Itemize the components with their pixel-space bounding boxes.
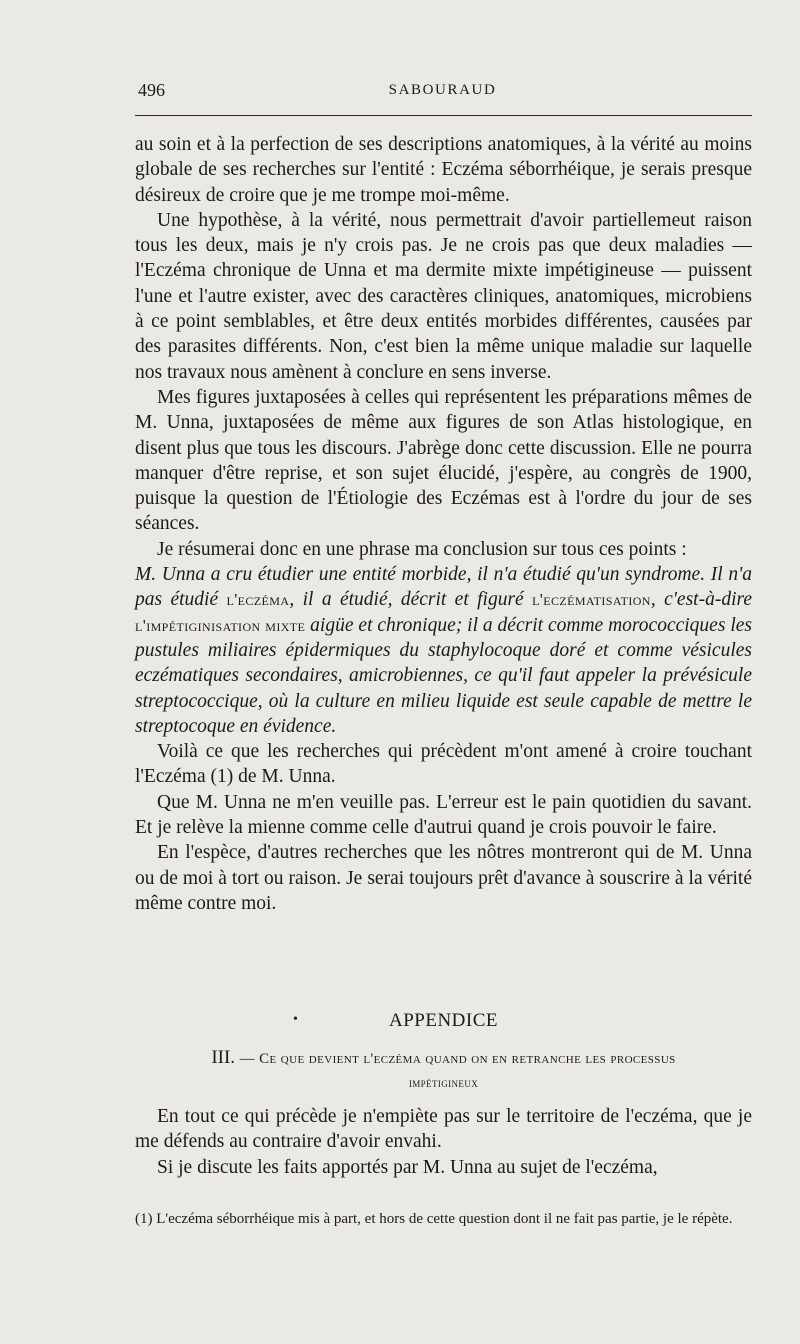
- paragraph-hypothesis: Une hypothèse, à la vérité, nous permettrait d'avoir partiellemeut raison tous les deux, mais je n'y crois pas. Je ne crois pas que deux maladies — l'Eczéma chronique de Unna et ma dermite mixte impétigineuse — puissent l'une et l'autre exister, avec des caractères cliniques, anatomiques, microbiens à ce point semblables, et être deux entités morbides différentes, causées par des parasites différents. Non, c'est bien la même unique maladie sur laquelle nos travaux nous amènent à conclure en sens inverse.: [135, 209, 752, 383]
- section-number: III.: [211, 1047, 236, 1068]
- small-caps-eczematisation: l'eczématisation: [532, 590, 651, 610]
- paragraph-summary-intro: Je résumerai donc en une phrase ma conclusion sur tous ces points :: [157, 538, 687, 560]
- paragraph-figures: Mes figures juxtaposées à celles qui représentent les préparations mêmes de M. Unna, juxtaposées de même aux figures de son Atlas histologique, en disent plus que tous les discours. J'abrège donc cette discussion. Elle ne pourra manquer d'être reprise, et son sujet élucidé, j'espère, au congrès de 1900, puisque la question de l'Étiologie des Eczémas est à l'ordre du jour de ses séances.: [135, 386, 752, 535]
- paragraph-continuation: au soin et à la perfection de ses descriptions anatomiques, à la vérité au moins globale de ses recherches sur l'entité : Eczéma séborrhéique, je serais presque désireux de croire que je me trompe moi-même.: [135, 134, 752, 206]
- bullet-mark: •: [293, 1012, 299, 1027]
- small-caps-eczema: l'eczéma: [226, 590, 290, 610]
- section-title-line1: — Ce que devient l'eczéma quand on en retranche les processus: [239, 1051, 676, 1067]
- appendix-text: [135, 1104, 752, 1180]
- running-head: SABOURAUD: [388, 82, 497, 98]
- main-text: [135, 132, 752, 916]
- appendix-paragraph-1: En tout ce qui précède je n'empiète pas sur le territoire de l'eczéma, que je me défends au contraire d'avoir envahi.: [135, 1106, 752, 1153]
- footnote: (1) L'eczéma séborrhéique mis à part, et hors de cette question dont il ne fait pas partie, je le répète.: [135, 1211, 733, 1227]
- section-title-line2: impétigineux: [408, 1075, 479, 1090]
- paragraph-conclusion-followup: Voilà ce que les recherches qui précèdent m'ont amené à croire touchant l'Eczéma (1) de M. Unna.: [135, 741, 752, 788]
- page-number: 496: [138, 80, 165, 100]
- section-heading: [135, 1046, 752, 1095]
- small-caps-impetiginisation: l'impétiginisation mixte: [135, 615, 306, 635]
- header-rule: [135, 115, 752, 116]
- paragraph-conclusion: M. Unna a cru étudier une entité morbide, il n'a étudié qu'un syndrome. Il n'a pas étudié l'eczéma, il a étudié, décrit et figuré l'eczématisation, c'est-à-dire l'impétiginisation mixte aigüe et chronique; il a décrit comme morococciques les pustules miliaires épidermiques du staphylocoque doré et comme vésicules eczématiques secondaires, amicrobiennes, ce qu'il faut appeler la prévésicule streptococcique, où la culture en milieu liquide est seule capable de mettre le streptocoque en évidence.: [135, 564, 753, 737]
- paragraph-future-research: En l'espèce, d'autres recherches que les nôtres montreront qui de M. Unna ou de moi à tort ou raison. Je serai toujours prêt d'avance à souscrire à la vérité même contre moi.: [135, 842, 752, 914]
- appendix-paragraph-2: Si je discute les faits apportés par M. Unna au sujet de l'eczéma,: [157, 1156, 658, 1178]
- paragraph-error: Que M. Unna ne m'en veuille pas. L'erreur est le pain quotidien du savant. Et je relève la mienne comme celle d'autrui quand je crois pouvoir le faire.: [135, 791, 752, 839]
- appendix-title: [135, 1010, 752, 1032]
- page-header: [135, 80, 750, 104]
- appendix-label: APPENDICE: [388, 1010, 498, 1031]
